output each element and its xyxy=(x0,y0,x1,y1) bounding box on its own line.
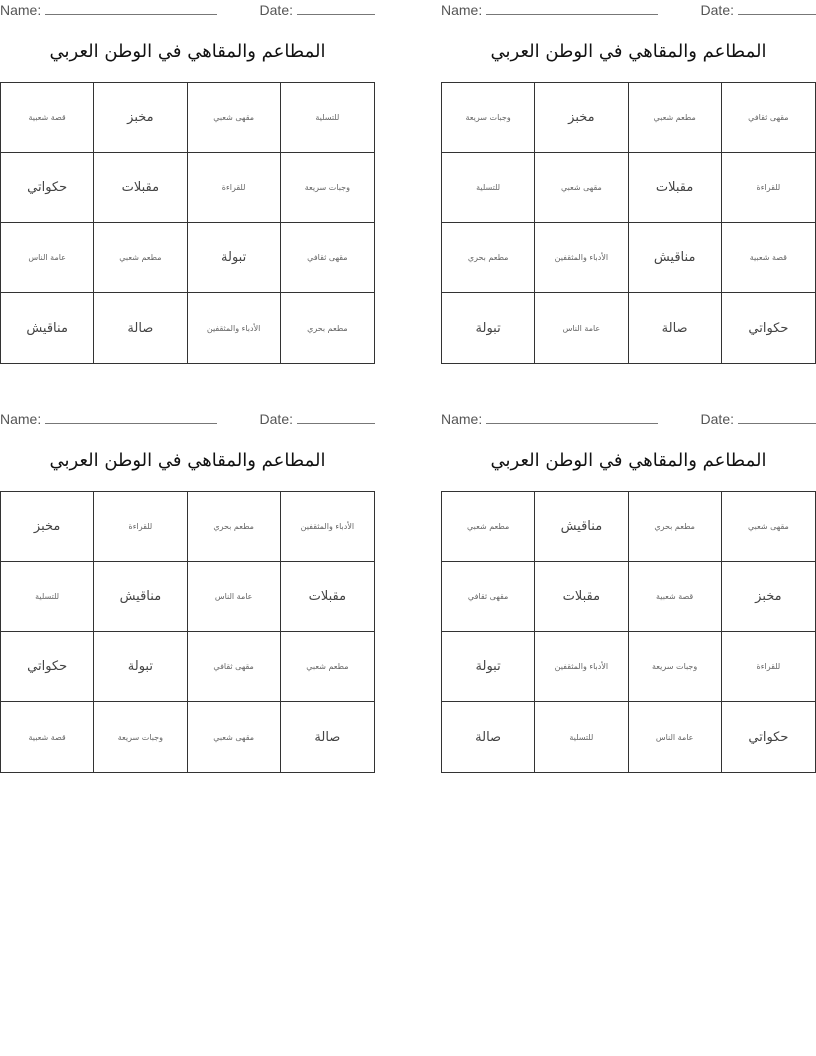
name-label: Name: xyxy=(441,2,483,18)
name-field xyxy=(0,411,217,427)
date-field xyxy=(701,411,816,427)
bingo-cell: وجبات سريعة xyxy=(281,153,374,223)
bingo-cell: مخبز xyxy=(94,83,187,153)
bingo-cell: عامة الناس xyxy=(535,293,628,363)
name-line xyxy=(45,411,217,424)
bingo-cell: للقراءة xyxy=(94,492,187,562)
bingo-cell: مطعم بحري xyxy=(307,323,348,333)
date-field xyxy=(701,2,816,18)
bingo-cell: مخبز xyxy=(722,562,815,632)
bingo-cell: مطعم بحري xyxy=(442,223,535,293)
bingo-cell: مناقيش xyxy=(629,223,722,293)
name-line xyxy=(486,2,658,15)
bingo-cell: مناقيش xyxy=(1,293,94,363)
bingo-cell: قصة شعبية xyxy=(1,83,94,153)
card-header xyxy=(0,0,375,22)
date-label: Date: xyxy=(259,2,293,18)
name-label: Name: xyxy=(441,411,483,427)
bingo-cell: صالة xyxy=(314,729,341,745)
bingo-cell: وجبات سريعة xyxy=(94,702,187,772)
bingo-cell: مطعم بحري xyxy=(629,492,722,562)
card-title: المطاعم والمقاهي في الوطن العربي xyxy=(490,450,767,471)
bingo-cell: مخبز xyxy=(1,492,94,562)
bingo-cell: مقهى شعبي xyxy=(188,83,281,153)
card-header xyxy=(441,409,816,431)
bingo-card-2 xyxy=(441,0,816,364)
bingo-cell: مطعم شعبي xyxy=(281,632,374,702)
bingo-cell: مقهى ثقافي xyxy=(442,562,535,632)
date-line xyxy=(297,411,375,424)
card-title: المطاعم والمقاهي في الوطن العربي xyxy=(49,450,326,471)
bingo-cell: قصة شعبية xyxy=(629,562,722,632)
bingo-cell: للتسلية xyxy=(1,562,94,632)
bingo-card-3 xyxy=(0,409,375,773)
bingo-cell: مقبلات xyxy=(281,562,374,632)
bingo-cell: مقهى شعبي xyxy=(722,492,815,562)
date-field xyxy=(260,411,375,427)
bingo-cell: الأدباء والمثقفين xyxy=(188,293,281,363)
bingo-cell: للقراءة xyxy=(722,153,815,223)
bingo-cell: صالة xyxy=(629,293,722,363)
card-header xyxy=(441,0,816,22)
bingo-cell: مقهى ثقافي xyxy=(722,83,815,153)
bingo-cell: للتسلية xyxy=(281,83,374,153)
bingo-cell: عامة الناس xyxy=(188,562,281,632)
name-field xyxy=(441,2,658,18)
bingo-card-4 xyxy=(441,409,816,773)
bingo-cell: حكواتي xyxy=(1,153,94,223)
bingo-cell: عامة الناس xyxy=(629,702,722,772)
date-label: Date: xyxy=(259,411,293,427)
bingo-cell: صالة xyxy=(442,702,535,772)
bingo-grid xyxy=(441,82,816,364)
bingo-cell: مطعم شعبي xyxy=(94,223,187,293)
bingo-cell: مطعم شعبي xyxy=(442,492,535,562)
bingo-cell: مقبلات xyxy=(94,153,187,223)
bingo-grid xyxy=(0,491,375,773)
bingo-cell: مطعم بحري xyxy=(188,492,281,562)
bingo-cell: مقهى ثقافي xyxy=(281,223,374,293)
bingo-cell: للقراءة xyxy=(188,153,281,223)
name-field xyxy=(441,411,658,427)
card-header xyxy=(0,409,375,431)
bingo-card-1 xyxy=(0,0,375,364)
bingo-cell: مقبلات xyxy=(535,562,628,632)
bingo-cell: مناقيش xyxy=(535,492,628,562)
bingo-cell: مناقيش xyxy=(94,562,187,632)
bingo-cell: مقبلات xyxy=(629,153,722,223)
bingo-cell: تبولة xyxy=(442,293,535,363)
bingo-cell: تبولة xyxy=(442,632,535,702)
bingo-cell: الأدباء والمثقفين xyxy=(535,223,628,293)
date-label: Date: xyxy=(700,2,734,18)
date-label: Date: xyxy=(700,411,734,427)
bingo-grid xyxy=(0,82,375,364)
name-line xyxy=(45,2,217,15)
name-label: Name: xyxy=(0,2,42,18)
date-field xyxy=(260,2,375,18)
bingo-cell: مخبز xyxy=(535,83,628,153)
bingo-cell: حكواتي xyxy=(748,729,789,745)
bingo-cell: مقهى ثقافي xyxy=(188,632,281,702)
date-line xyxy=(297,2,375,15)
bingo-grid xyxy=(441,491,816,773)
bingo-cell: الأدباء والمثقفين xyxy=(535,632,628,702)
bingo-cell: عامة الناس xyxy=(1,223,94,293)
name-line xyxy=(486,411,658,424)
date-line xyxy=(738,2,816,15)
card-title: المطاعم والمقاهي في الوطن العربي xyxy=(49,41,326,62)
bingo-cell: وجبات سريعة xyxy=(442,83,535,153)
bingo-cell: وجبات سريعة xyxy=(629,632,722,702)
card-title: المطاعم والمقاهي في الوطن العربي xyxy=(490,41,767,62)
bingo-cell: حكواتي xyxy=(748,320,789,336)
bingo-cell: للقراءة xyxy=(722,632,815,702)
bingo-cell: صالة xyxy=(94,293,187,363)
bingo-cell: قصة شعبية xyxy=(722,223,815,293)
name-field xyxy=(0,2,217,18)
date-line xyxy=(738,411,816,424)
bingo-cell: مقهى شعبي xyxy=(188,702,281,772)
bingo-cell: حكواتي xyxy=(1,632,94,702)
bingo-cell: مطعم شعبي xyxy=(629,83,722,153)
bingo-cell: تبولة xyxy=(94,632,187,702)
bingo-cell: للتسلية xyxy=(442,153,535,223)
name-label: Name: xyxy=(0,411,42,427)
bingo-cell: مقهى شعبي xyxy=(535,153,628,223)
bingo-cell: قصة شعبية xyxy=(1,702,94,772)
bingo-cell: تبولة xyxy=(188,223,281,293)
bingo-cell: للتسلية xyxy=(535,702,628,772)
bingo-cell: الأدباء والمثقفين xyxy=(281,492,374,562)
